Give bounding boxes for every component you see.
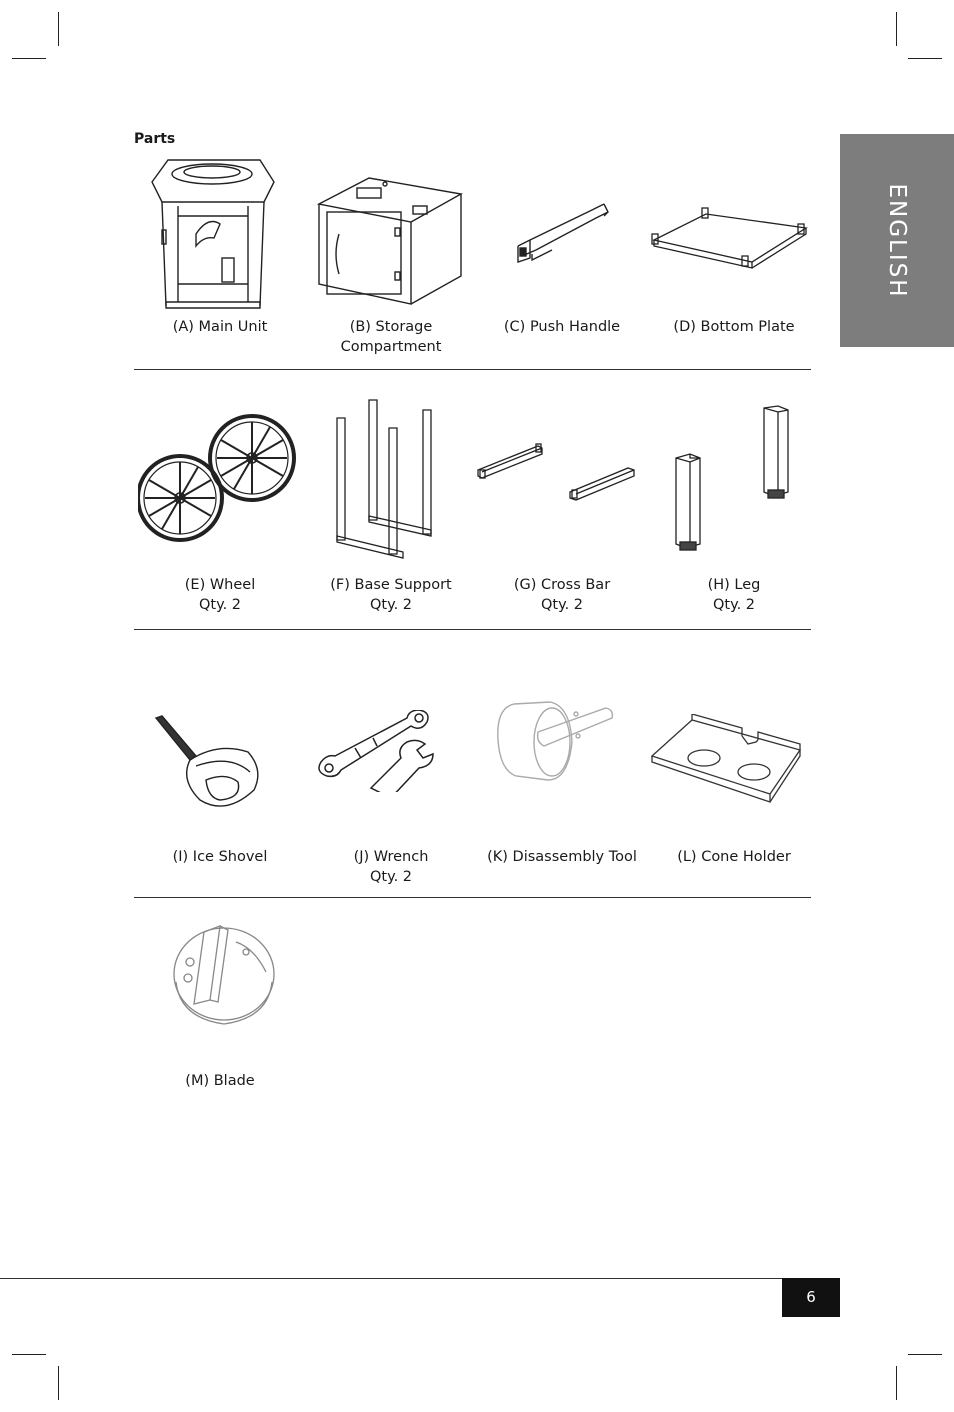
footer-rule [0, 1278, 840, 1279]
part-label: (L) Cone Holder [677, 849, 791, 865]
crop-mark [58, 1366, 59, 1400]
part-qty: Qty. 2 [369, 869, 413, 885]
part-label: (E) Wheel [184, 577, 256, 593]
part-label: (F) Base Support [330, 577, 452, 593]
crop-mark [896, 1366, 897, 1400]
row-divider [134, 369, 811, 370]
part-qty: Qty. 2 [540, 597, 584, 613]
crop-mark [12, 1354, 46, 1355]
push-handle-drawing [512, 198, 612, 268]
row-divider [134, 897, 811, 898]
part-label-line2: Compartment [340, 339, 442, 355]
ice-shovel-drawing [150, 714, 270, 814]
cross-bar-drawing [476, 440, 640, 510]
crop-mark [12, 58, 46, 59]
crop-mark [896, 12, 897, 46]
crop-mark [58, 12, 59, 46]
language-tab-label: ENGLISH [884, 182, 910, 299]
wrench-drawing [315, 710, 439, 792]
leg-drawing [672, 404, 796, 554]
part-label: (H) Leg [707, 577, 761, 593]
part-qty: Qty. 2 [198, 597, 242, 613]
bottom-plate-drawing [648, 206, 810, 272]
part-label: (C) Push Handle [503, 319, 621, 335]
part-label: (D) Bottom Plate [673, 319, 795, 335]
blade-drawing [170, 922, 278, 1032]
storage-compartment-drawing [317, 176, 465, 306]
crop-mark [908, 1354, 942, 1355]
cone-holder-drawing [648, 714, 802, 804]
part-label: (I) Ice Shovel [172, 849, 268, 865]
base-support-drawing [333, 396, 449, 560]
part-label: (B) Storage [349, 319, 433, 335]
part-qty: Qty. 2 [369, 597, 413, 613]
part-label: (G) Cross Bar [513, 577, 611, 593]
language-tab [840, 134, 954, 347]
part-label: (M) Blade [185, 1073, 255, 1089]
page-number: 6 [782, 1278, 840, 1317]
crop-mark [908, 58, 942, 59]
wheel-drawing [138, 412, 298, 548]
main-unit-drawing [148, 154, 278, 312]
section-title: Parts [134, 131, 176, 147]
part-label: (J) Wrench [353, 849, 429, 865]
row-divider [134, 629, 811, 630]
part-qty: Qty. 2 [712, 597, 756, 613]
part-label: (A) Main Unit [172, 319, 268, 335]
part-label: (K) Disassembly Tool [487, 849, 637, 865]
disassembly-tool-drawing [496, 700, 620, 782]
